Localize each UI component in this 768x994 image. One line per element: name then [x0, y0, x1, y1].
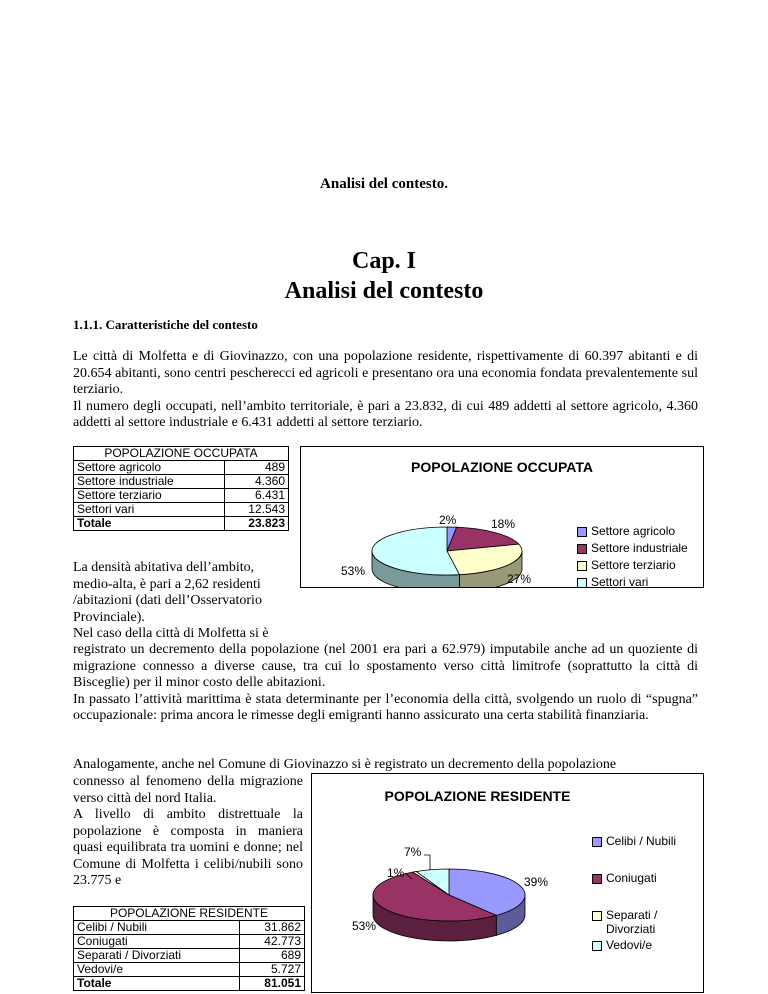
paragraph-6b: connesso al fenomeno della migrazione verso città del nord Italia. — [73, 774, 303, 806]
slice-label: 18% — [491, 517, 516, 531]
legend-swatch — [592, 911, 602, 921]
table-row: Settore terziario 6.431 — [74, 489, 289, 503]
paragraph-3: La densità abitativa dell’ambito, medio-alta, è pari a 2,62 residenti /abitazioni (dati dell’Osservatorio Provinciale). — [73, 560, 262, 625]
chapter-number: Cap. I — [351, 248, 417, 274]
chart-title: POPOLAZIONE OCCUPATA — [411, 459, 593, 475]
legend-swatch — [577, 544, 587, 554]
paragraph-2: Il numero degli occupati, nell’ambito territoriale, è pari a 23.832, di cui 489 addetti al settore agricolo, 4.360 addetti al settore industriale e 6.431 addetti al settore terziario. — [73, 398, 698, 430]
paragraph-7: A livello di ambito distrettuale la popolazione è composta in maniera quasi equilibrata tra uomini e donne; nel Comune di Molfetta i celibi/nubili sono 23.775 e — [73, 807, 303, 888]
legend-item: Settore agricolo — [577, 524, 688, 538]
slice-label: 2% — [439, 513, 457, 527]
table-row: Vedovi/e 5.727 — [74, 963, 305, 977]
slice-label: 1% — [387, 866, 405, 880]
legend-item: Coniugati — [592, 871, 686, 885]
table-popolazione-residente — [73, 906, 305, 991]
chart-legend — [592, 834, 686, 955]
giovinazzo-text — [73, 774, 303, 890]
chapter-heading — [0, 246, 768, 306]
legend-swatch — [592, 941, 602, 951]
legend-swatch — [577, 561, 587, 571]
slice-label: 7% — [404, 845, 422, 859]
chapter-title: Analisi del contesto — [284, 278, 484, 304]
table-row: Separati / Divorziati 689 — [74, 949, 305, 963]
table-row: Settori vari 12.543 — [74, 503, 289, 517]
chart-legend — [577, 524, 688, 592]
table-total-row: Totale 23.823 — [74, 517, 289, 531]
paragraph-4b: registrato un decremento della popolazione (nel 2001 era pari a 62.979) imputabile anche ad un quoziente di migrazione connesso a diverse cause, tra cui lo spostamento verso città limitrofe (soprattutto la città di Bisceglie) per il minor costo delle abitazioni. — [73, 642, 698, 690]
legend-item: Celibi / Nubili — [592, 834, 686, 848]
table-title: POPOLAZIONE OCCUPATA — [74, 447, 289, 461]
paragraph-5: In passato l’attività marittima è stata determinante per l’economia della città, svolgendo un ruolo di “spugna” occupazionale: prima ancora le rimesse degli emigranti hanno assicurato una certa stabilità finanziaria. — [73, 691, 698, 723]
slice-label: 27% — [507, 572, 532, 586]
legend-item: Vedovi/e — [592, 938, 686, 952]
intro-text — [73, 349, 698, 432]
legend-swatch — [577, 527, 587, 537]
density-text — [73, 560, 291, 643]
paragraph-4a: Nel caso della città di Molfetta si è — [73, 626, 269, 641]
chart-popolazione-occupata — [300, 446, 704, 588]
legend-item: Settori vari — [577, 575, 688, 589]
table-popolazione-occupata — [73, 446, 289, 531]
table-row: Celibi / Nubili 31.862 — [74, 921, 305, 935]
chart-title: POPOLAZIONE RESIDENTE — [384, 788, 571, 804]
paragraph-1: Le città di Molfetta e di Giovinazzo, con una popolazione residente, rispettivamente di 60.397 abitanti e di 20.654 abitanti, sono centri pescherecci ed agricoli e presentano ora una economia fondata prevalentemente sul terziario. — [73, 349, 698, 397]
table-total-row: Totale 81.051 — [74, 977, 305, 991]
legend-swatch — [592, 837, 602, 847]
migration-text — [73, 642, 698, 725]
document-header: Analisi del contesto. — [320, 176, 448, 192]
legend-item: Settore terziario — [577, 558, 688, 572]
slice-label: 53% — [352, 919, 377, 933]
legend-swatch — [592, 874, 602, 884]
slice-label: 53% — [341, 564, 366, 578]
table-row: Settore agricolo 489 — [74, 461, 289, 475]
paragraph-6a: Analogamente, anche nel Comune di Giovinazzo si è registrato un decremento della popolazione — [73, 757, 617, 772]
table-title: POPOLAZIONE RESIDENTE — [74, 907, 305, 921]
table-row: Settore industriale 4.360 — [74, 475, 289, 489]
legend-item: Settore industriale — [577, 541, 688, 555]
slice-label: 39% — [524, 875, 549, 889]
legend-item: Separati / Divorziati — [592, 908, 686, 936]
table-row: Coniugati 42.773 — [74, 935, 305, 949]
legend-swatch — [577, 578, 587, 588]
chart-popolazione-residente — [311, 773, 704, 993]
section-title: 1.1.1. Caratteristiche del contesto — [73, 317, 258, 332]
